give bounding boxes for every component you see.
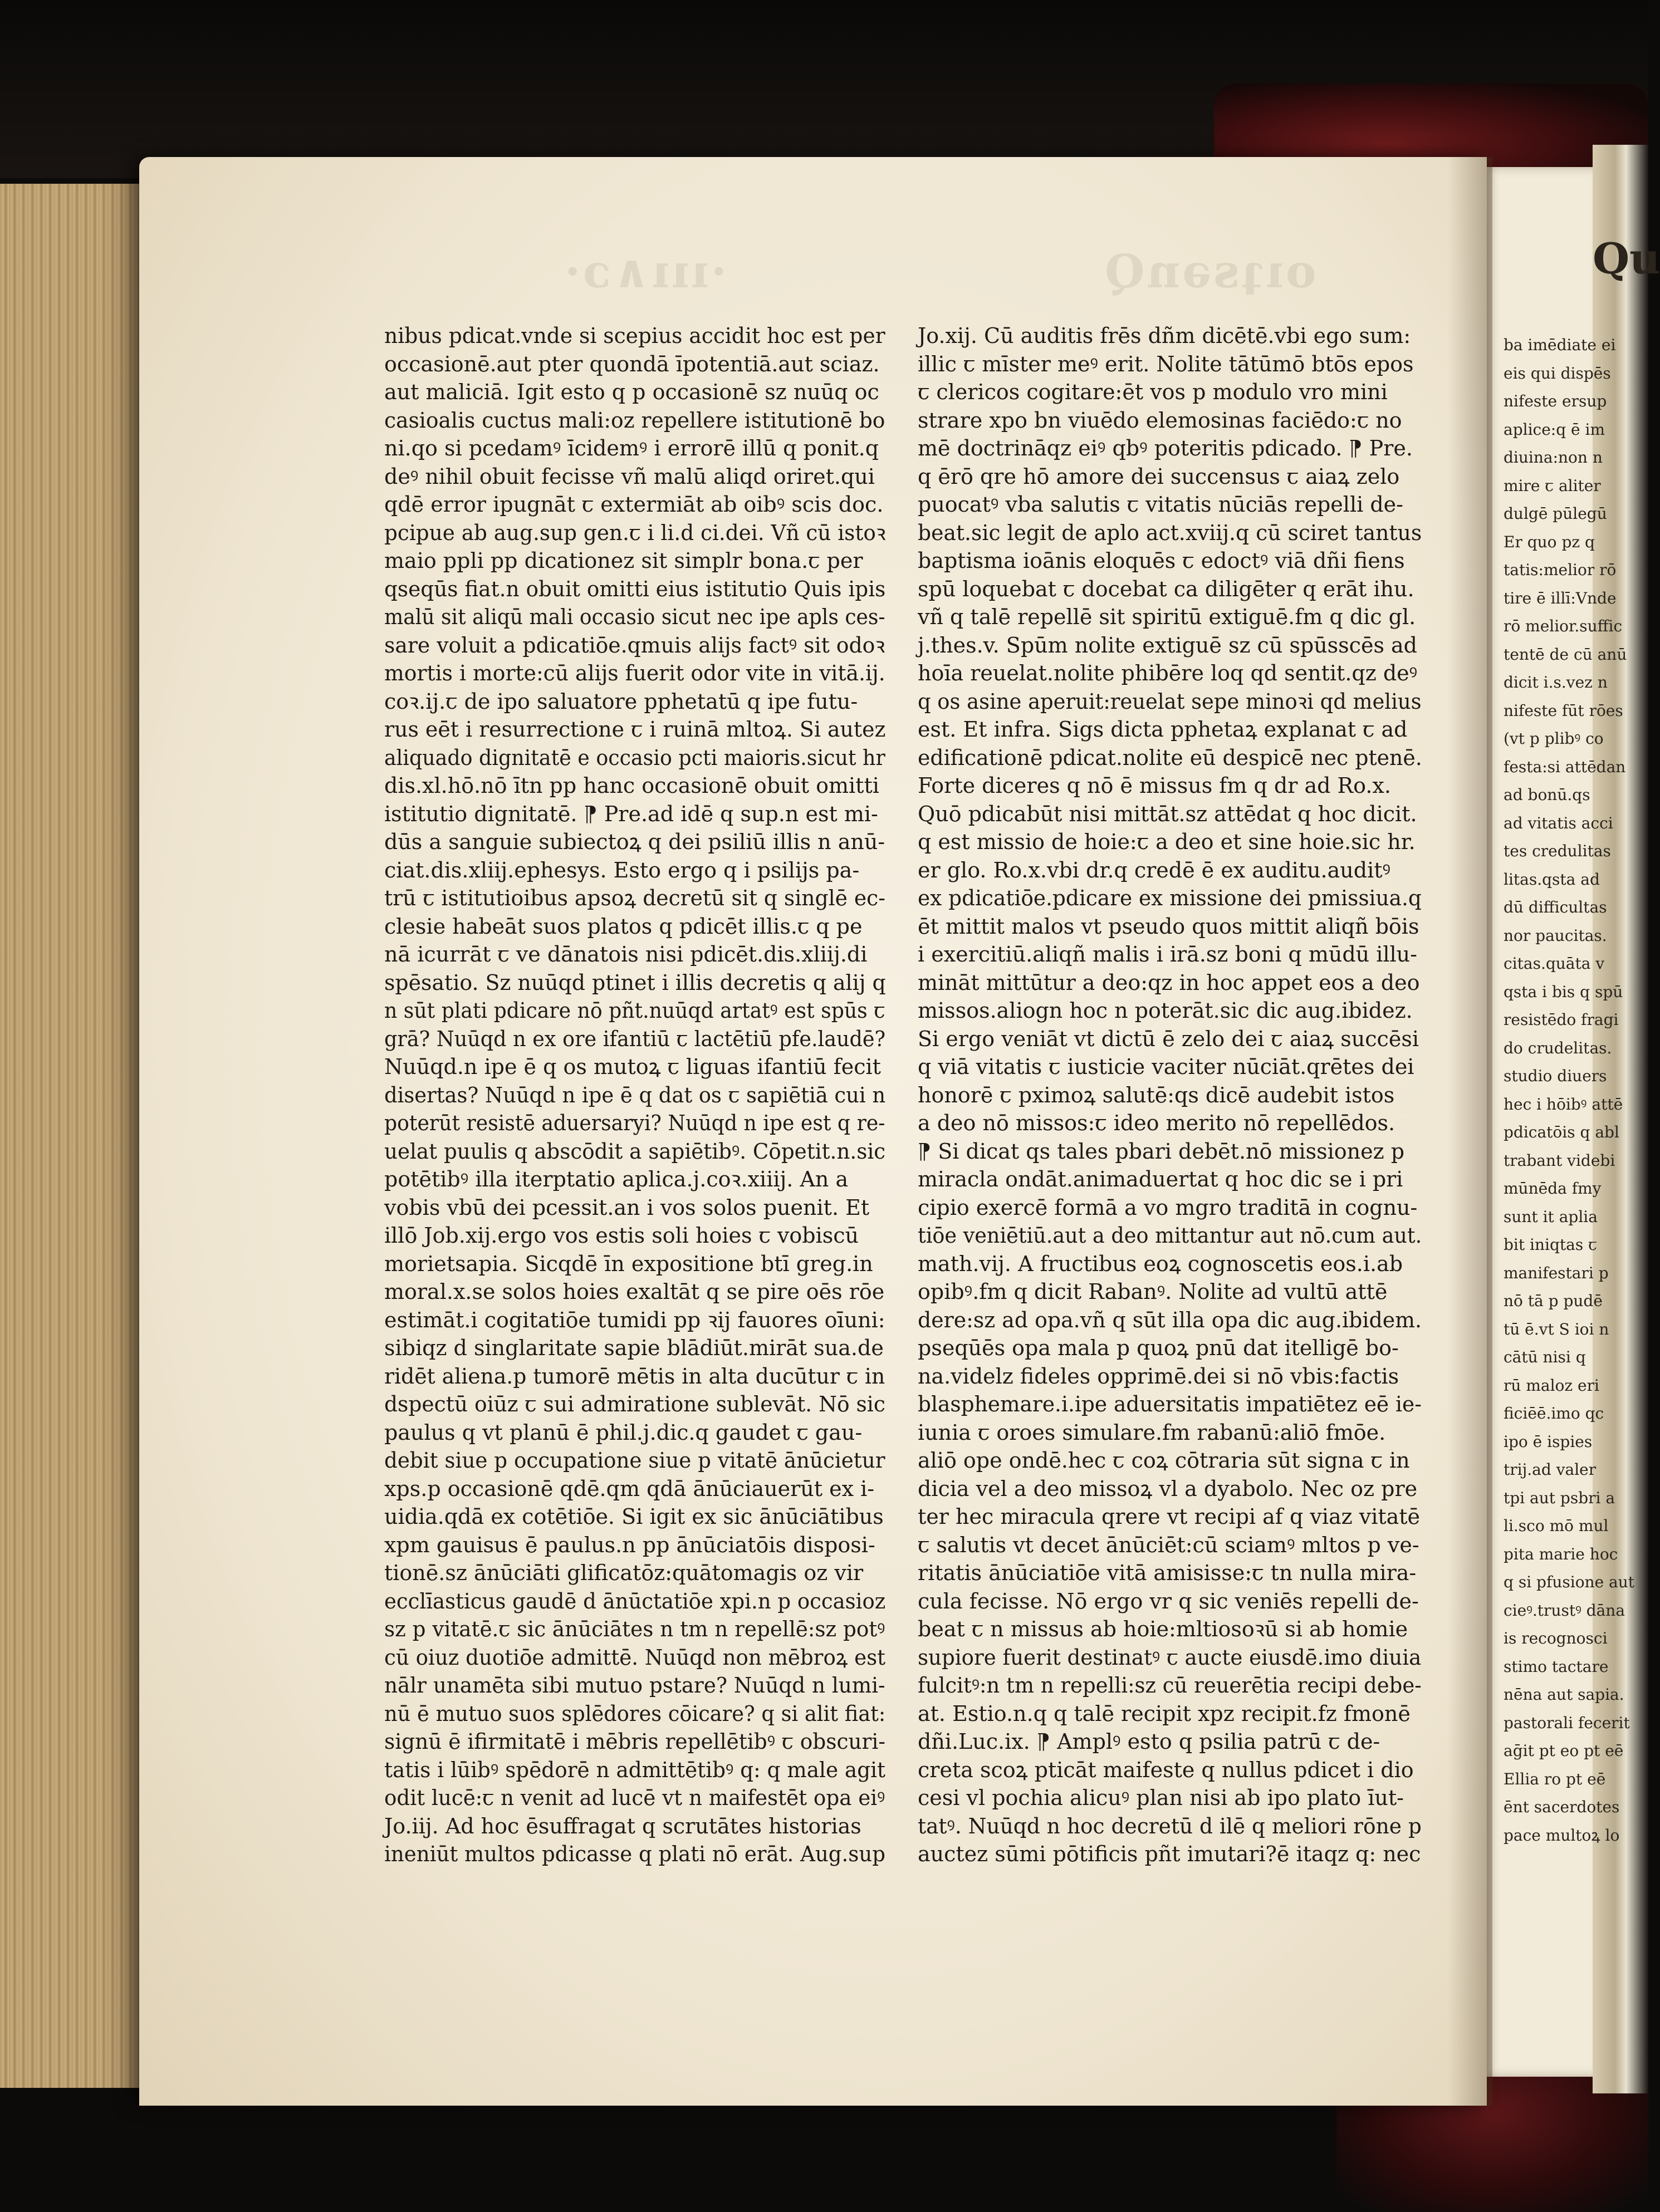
text-line: qdē error ipugnāt ꞇ extermiāt ab oibꝰ scis doc.: [384, 492, 884, 517]
text-line: tire ē illī:Vnde: [1504, 588, 1617, 607]
text-line: Nuūqd.n ipe ē q os mutoꝝ ꞇ liguas ifantiū fecit: [384, 1054, 881, 1079]
text-line: mire ꞇ aliter: [1504, 476, 1601, 495]
text-line: nor paucitas.: [1504, 926, 1607, 945]
text-line: vñ q talē repellē sit spiritū extiguē.fm q dic gl.: [918, 605, 1416, 629]
text-line: aut maliciā. Igit esto q p occasionē sz nuūq oc: [384, 380, 879, 404]
text-line: maio ppli pp dicationez sit simplr bona.ꞇ per: [384, 548, 863, 573]
text-line: trabant videbi: [1504, 1151, 1615, 1170]
text-line: illic ꞇ mīster meꝰ erit. Nolite tātūmō btōs epos: [918, 351, 1414, 376]
text-line: estimāt.i cogitatiōe tumidi pp ꝛij fauores oīuni:: [384, 1307, 885, 1332]
text-line: opibꝰ.fm q dicit Rabanꝰ. Nolite ad vultū attē: [918, 1279, 1388, 1304]
text-line: ⁋ Si dicat qs tales pbari debēt.nō missionez p: [918, 1139, 1405, 1164]
text-line: potētibꝰ illa iterptatio aplica.j.coꝛ.xiiij. An a: [384, 1167, 849, 1191]
text-line: dicia vel a deo missoꝝ vl a dyabolo. Nec oz pre: [918, 1476, 1418, 1501]
text-line: q viā vitatis ꞇ iusticie vaciter nūciāt.qrētes dei: [918, 1054, 1414, 1079]
text-line: at. Estio.n.q q talē recipit xpz recipit.fz fmonē: [918, 1701, 1411, 1726]
text-line: q ērō qre hō amore dei succensus ꞇ aiaꝝ zelo: [918, 464, 1400, 489]
text-line: mūnēda fmy: [1504, 1179, 1602, 1198]
text-line: stimo tactare: [1504, 1657, 1609, 1676]
text-line: uidia.qdā ex cotētiōe. Si igit ex sic ānūciātibus: [384, 1504, 884, 1529]
text-line: Si ergo veniāt vt dictū ē zelo dei ꞇ aiaꝝ succēsi: [918, 1026, 1419, 1051]
text-line: auctez sūmi pōtificis pñt imutari?ē itaqz q: nec: [918, 1842, 1421, 1866]
text-line: tpi aut psbri a: [1504, 1488, 1615, 1507]
text-line: hoīa reuelat.nolite phibēre loq qd sentit.qz deꝰ: [918, 661, 1418, 685]
text-line: pseqūēs opa mala p quoꝝ pnū dat itelligē bo-: [918, 1336, 1399, 1360]
text-line: baptisma ioānis eloquēs ꞇ edoctꝰ viā dñi fiens: [918, 548, 1405, 573]
text-line: dicit i.s.vez n: [1504, 673, 1608, 691]
text-line: aliō ope ondē.hec ꞇ coꝝ cōtraria sūt signa ꞇ in: [918, 1448, 1410, 1473]
text-line: tū ē.vt S ioi n: [1504, 1320, 1609, 1338]
text-line: i exercitiū.aliqñ malis i irā.sz boni q mūdū illu-: [918, 942, 1417, 967]
text-line: coꝛ.ij.ꞇ de ipo saluatore pphetatū q ipe futu-: [384, 689, 858, 714]
text-line: ꞇ clericos cogitare:ēt vos p modulo vro mini: [918, 380, 1388, 404]
text-line: litas.qsta ad: [1504, 870, 1600, 889]
text-line: tiōe veniētiū.aut a deo mittantur aut nō.cum aut.: [918, 1223, 1422, 1248]
text-line: spū loquebat ꞇ docebat ca diligēter q erāt ihu.: [918, 576, 1414, 601]
text-line: Ellia ro pt eē: [1504, 1769, 1606, 1788]
text-line: moral.x.se solos hoies exaltāt q se pire oēs rōe: [384, 1279, 885, 1304]
text-line: paulus q vt planū ē phil.j.dic.q gaudet ꞇ gau-: [384, 1420, 863, 1445]
text-line: supiore fuerit destinatꝰ ꞇ aucte eiusdē.imo diuia: [918, 1645, 1422, 1670]
show-through-marks: ·ııı∧ɔ·: [562, 245, 727, 298]
text-line: j.thes.v. Spūm nolite extiguē sz cū spūsscēs ad: [918, 632, 1418, 658]
text-line: cieꝰ.trustꝰ dāna: [1504, 1601, 1625, 1620]
text-line: Jo.xij. Cū auditis frēs dñm dicētē.vbi ego sum:: [918, 323, 1411, 348]
text-line: nēna aut sapia.: [1504, 1685, 1624, 1704]
text-line: rus eēt i resurrectione ꞇ i ruinā mltoꝝ. Si autez: [384, 717, 886, 742]
text-line: q os asine aperuit:reuelat sepe minoꝛi qd melius: [918, 689, 1422, 714]
text-line: uelat puulis q abscōdit a sapiētibꝰ. Cōpetit.n.sic: [384, 1139, 886, 1164]
text-line: debit siue p occupatione siue p vitatē ānūcietur: [384, 1448, 885, 1473]
text-line: ad vitatis acci: [1504, 813, 1613, 832]
text-line: tionē.sz ānūciāti glificatōz:quātomagis oz vir: [384, 1561, 864, 1585]
text-line: aḡit pt eo pt eē: [1504, 1742, 1624, 1760]
text-line: festa:si attēdan: [1504, 757, 1626, 776]
text-column-left: [384, 322, 885, 1868]
text-line: qsta i bis q spū: [1504, 982, 1623, 1001]
text-line: pastorali fecerit: [1504, 1713, 1630, 1732]
text-line: mē doctrināqz eiꝰ qbꝰ poteritis pdicado. ⁋ Pre.: [918, 436, 1413, 460]
text-line: dere:sz ad opa.vñ q sūt illa opa dic aug.ibidem.: [918, 1307, 1422, 1332]
text-line: malū sit aliqū mali occasio sicut nec ipe apls ces-: [384, 605, 885, 629]
text-line: nifeste ersup: [1504, 392, 1607, 410]
text-line: do crudelitas.: [1504, 1038, 1612, 1057]
text-line: li.sco mō mul: [1504, 1517, 1609, 1535]
text-line: ciat.dis.xliij.ephesys. Esto ergo q i psilijs pa-: [384, 857, 860, 882]
text-line: tatꝰ. Nuūqd n hoc decretū d ilē q meliori rōne p: [918, 1813, 1422, 1838]
text-line: ineniūt multos pdicasse q plati nō erāt. Aug.sup: [384, 1842, 885, 1866]
text-line: pcipue ab aug.sup gen.ꞇ i li.d ci.dei. Vñ cū istoꝛ: [384, 520, 886, 545]
text-line: ecclīasticus gaudē d ānūctatiōe xpi.n p occasioz: [384, 1588, 886, 1613]
text-line: ficiēē.imo qc: [1504, 1404, 1604, 1423]
text-line: iunia ꞇ oroes simulare.fm rabanū:aliō fmōe.: [918, 1420, 1386, 1445]
text-line: ad bonū.qs: [1504, 786, 1590, 804]
text-line: morietsapia. Sicqdē īn expositione btī greg.in: [384, 1251, 873, 1276]
text-line: citas.quāta v: [1504, 954, 1605, 973]
text-line: sibiqz d singlaritate sapie blādiūt.mirāt sua.de: [384, 1336, 884, 1360]
text-column-right: [918, 322, 1422, 1868]
text-line: q est missio de hoie:ꞇ a deo et sine hoie.sic hr.: [918, 830, 1416, 854]
text-line: pdicatōis q abl: [1504, 1123, 1619, 1141]
text-line: pace multoꝝ lo: [1504, 1826, 1620, 1845]
text-line: occasionē.aut pter quondā īpotentiā.aut sciaz.: [384, 351, 880, 376]
text-line: strare xpo bn viuēdo elemosinas faciēdo:ꞇ no: [918, 408, 1402, 433]
text-line: dulgē pūlegū: [1504, 504, 1607, 523]
text-line: ritatis ānūciatiōe vitā amisisse:ꞇ tn nulla mira-: [918, 1561, 1417, 1585]
text-line: cesi vl pochia alicuꝰ plan nisi ab ipo plato īut-: [918, 1786, 1404, 1810]
text-line: disertas? Nuūqd n ipe ē q dat os ꞇ sapiētiā cui n: [384, 1082, 886, 1107]
text-line: ipo ē ispies: [1504, 1432, 1593, 1451]
text-line: diuina:non n: [1504, 448, 1603, 467]
text-line: sz p vitatē.ꞇ sic ānūciātes n tm n repellē:sz potꝰ: [384, 1617, 885, 1641]
text-line: est. Et infra. Sigs dicta pphetaꝝ explanat ꞇ ad: [918, 717, 1408, 742]
text-line: ex pdicatiōe.pdicare ex missione dei pmissiua.q: [918, 886, 1422, 910]
text-line: tatis i lūibꝰ spēdorē n admittētibꝰ q: q male agit: [384, 1757, 886, 1782]
text-line: dū difficultas: [1504, 898, 1607, 916]
text-line: nālr unamēta sibi mutuo pstare? Nuūqd n lumi-: [384, 1673, 885, 1698]
text-line: rū maloz eri: [1504, 1376, 1599, 1395]
text-line: a deo nō missos:ꞇ ideo merito nō repellēdos.: [918, 1111, 1395, 1135]
text-line: nū ē mutuo suos splēdores cōicare? q si alit fiat:: [384, 1701, 886, 1726]
text-line: aplice:q ē im: [1504, 420, 1605, 439]
text-line: missos.aliogn hoc n poterāt.sic dic aug.ibidez.: [918, 998, 1413, 1023]
text-line: cātū nisi q: [1504, 1348, 1586, 1366]
text-line: trū ꞇ istitutioibus apsoꝝ decretū sit q singlē ec-: [384, 886, 886, 910]
text-line: cū oiuz duotiōe admittē. Nuūqd non mēbroꝝ est: [384, 1645, 886, 1670]
facing-page-text: [1504, 331, 1635, 1850]
text-line: ꞇ salutis vt decet ānūciēt:cū sciamꝰ mltos p ve-: [918, 1532, 1419, 1557]
text-line: is recognosci: [1504, 1629, 1608, 1647]
text-line: ridēt aliena.p tumorē mētis in alta ducūtur ꞇ in: [384, 1364, 885, 1389]
text-line: blasphemare.i.ipe aduersitatis impatiētez eē ie-: [918, 1392, 1422, 1416]
text-line: mināt mittūtur a deo:qz in hoc appet eos a deo: [918, 970, 1420, 995]
text-line: grā? Nuūqd n ex ore ifantiū ꞇ lactētiū pfe.laudē?: [384, 1026, 886, 1051]
text-line: creta scoꝝ pticāt maifeste q nullus pdicet i dio: [918, 1757, 1414, 1782]
text-line: dñi.Luc.ix. ⁋ Amplꝰ esto q psilia patrū ꞇ de-: [918, 1729, 1380, 1754]
page-edges: [0, 184, 161, 2088]
text-line: cula fecisse. Nō ergo vr q sic veniēs repelli de-: [918, 1588, 1419, 1613]
page-gutter-shadow: [1448, 157, 1492, 2106]
text-line: pita marie hoc: [1504, 1544, 1618, 1563]
text-line: edificationē pdicat.nolite eū despicē nec ptenē.: [918, 745, 1422, 770]
text-line: Jo.iij. Ad hoc ēsuffragat q scrutātes historias: [384, 1813, 861, 1838]
text-line: Forte diceres q nō ē missus fm q dr ad Ro.x.: [918, 773, 1391, 798]
text-line: manifestari p: [1504, 1263, 1609, 1282]
text-line: puocatꝰ vba salutis ꞇ vitatis nūciās repelli de-: [918, 492, 1403, 517]
text-line: hec i hōibꝰ attē: [1504, 1095, 1623, 1114]
text-line: vobis vbū dei pcessit.an i vos solos puenit. Et: [384, 1195, 870, 1220]
text-line: aliquado dignitatē e occasio pcti maioris.sicut hr: [384, 745, 885, 770]
text-line: dūs a sanguie subiectoꝝ q dei psiliū illis n anū-: [384, 830, 885, 854]
text-line: deꝰ nihil obuit fecisse vñ malū aliqd oriret.qui: [384, 464, 875, 489]
text-line: na.videlz fideles opprimē.dei si nō vbis:factis: [918, 1364, 1399, 1389]
text-line: q si pfusione aut: [1504, 1573, 1635, 1591]
text-line: Quō pdicabūt nisi mittāt.sz attēdat q hoc dicit.: [918, 801, 1417, 826]
text-line: tatis:melior rō: [1504, 561, 1617, 579]
text-line: ēnt sacerdotes: [1504, 1798, 1620, 1816]
text-line: rō melior.suffic: [1504, 617, 1623, 635]
text-line: ter hec miracula qrere vt recipi af q viaz vitatē: [918, 1504, 1421, 1529]
text-line: casioalis cuctus mali:oz repellere istitutionē bo: [384, 408, 885, 433]
text-line: mortis i morte:cū alijs fuerit odor vite in vitā.ij.: [384, 661, 885, 685]
text-line: miracla ondāt.animaduertat q hoc dic se i pri: [918, 1167, 1403, 1191]
text-line: n sūt plati pdicare nō pñt.nuūqd artatꝰ est spūs ꞇ: [384, 998, 885, 1023]
text-line: studio diuers: [1504, 1067, 1607, 1085]
text-line: qseqūs fiat.n obuit omitti eius istitutio Quis ipis: [384, 576, 886, 601]
text-line: illō Job.xij.ergo vos estis soli hoies ꞇ vobiscū: [384, 1223, 859, 1248]
text-line: tentē de cū anū: [1504, 645, 1627, 664]
text-line: signū ē ifirmitatē i mēbris repellētibꝰ ꞇ obscuri-: [384, 1729, 886, 1754]
text-line: dspectū oiūz ꞇ sui admiratione sublevāt. Nō sic: [384, 1392, 885, 1416]
text-line: nō tā p pudē: [1504, 1292, 1603, 1310]
text-line: trij.ad valer: [1504, 1460, 1597, 1479]
text-line: nifeste fūt rōes: [1504, 701, 1623, 720]
text-line: resistēdo fragi: [1504, 1011, 1619, 1029]
text-line: beat.sic legit de aplo act.xviij.q cū sciret tantus: [918, 520, 1422, 545]
text-line: bit iniqtas ꞇ: [1504, 1235, 1597, 1254]
text-line: nā icurrāt ꞇ ve dānatois nisi pdicēt.dis.xliij.di: [384, 942, 868, 967]
text-line: xps.p occasionē qdē.qm qdā ānūciauerūt ex i-: [384, 1476, 875, 1501]
text-line: spēsatio. Sz nuūqd ptinet i illis decretis q alij q: [384, 970, 886, 995]
text-line: xpm gauisus ē paulus.n pp ānūciatōis disposi-: [384, 1532, 875, 1557]
text-line: beat ꞇ n missus ab hoie:mltiosoꝛū si ab homie: [918, 1617, 1408, 1641]
text-line: ba imēdiate ei: [1504, 336, 1616, 354]
running-head: Qu: [1593, 234, 1660, 283]
text-line: sare voluit a pdicatiōe.qmuis alijs factꝰ sit odoꝛ: [384, 632, 885, 658]
text-line: ni.qo si pcedamꝰ īcidemꝰ i errorē illū q ponit.q: [384, 436, 879, 460]
text-line: odit lucē:ꞇ n venit ad lucē vt n maifestēt opa eiꝰ: [384, 1786, 885, 1810]
text-line: istitutio dignitatē. ⁋ Pre.ad idē q sup.n est mi-: [384, 801, 878, 826]
text-line: honorē ꞇ pximoꝝ salutē:qs dicē audebit istos: [918, 1082, 1395, 1107]
text-line: cipio exercē formā a vo mgro traditā in cognu-: [918, 1195, 1418, 1220]
text-line: tes credulitas: [1504, 842, 1611, 860]
text-line: clesie habeāt suos platos q pdicēt illis.ꞇ q pe: [384, 914, 863, 939]
text-line: dis.xl.hō.nō ītn pp hanc occasionē obuit omitti: [384, 773, 879, 798]
text-line: poterūt resistē aduersaryi? Nuūqd n ipe est q re-: [384, 1111, 885, 1135]
text-line: eis qui dispēs: [1504, 364, 1611, 382]
text-line: er glo. Ro.x.vbi dr.q credē ē ex auditu.auditꝰ: [918, 857, 1391, 882]
text-line: Er quo pz q: [1504, 532, 1595, 551]
text-line: math.vij. A fructibus eoꝝ cognoscetis eos.i.ab: [918, 1251, 1403, 1276]
text-line: fulcitꝰ:n tm n repelli:sz cū reuerētia recipi debe-: [918, 1673, 1422, 1698]
text-line: (vt p plibꝰ co: [1504, 729, 1604, 748]
text-line: sunt it aplia: [1504, 1207, 1598, 1226]
show-through-marks: oıʇsǝnQ: [1103, 245, 1316, 298]
text-line: nibus pdicat.vnde si scepius accidit hoc est per: [384, 323, 885, 348]
text-line: ēt mittit malos vt pseudo quos mittit aliqñ bōis: [918, 914, 1419, 939]
